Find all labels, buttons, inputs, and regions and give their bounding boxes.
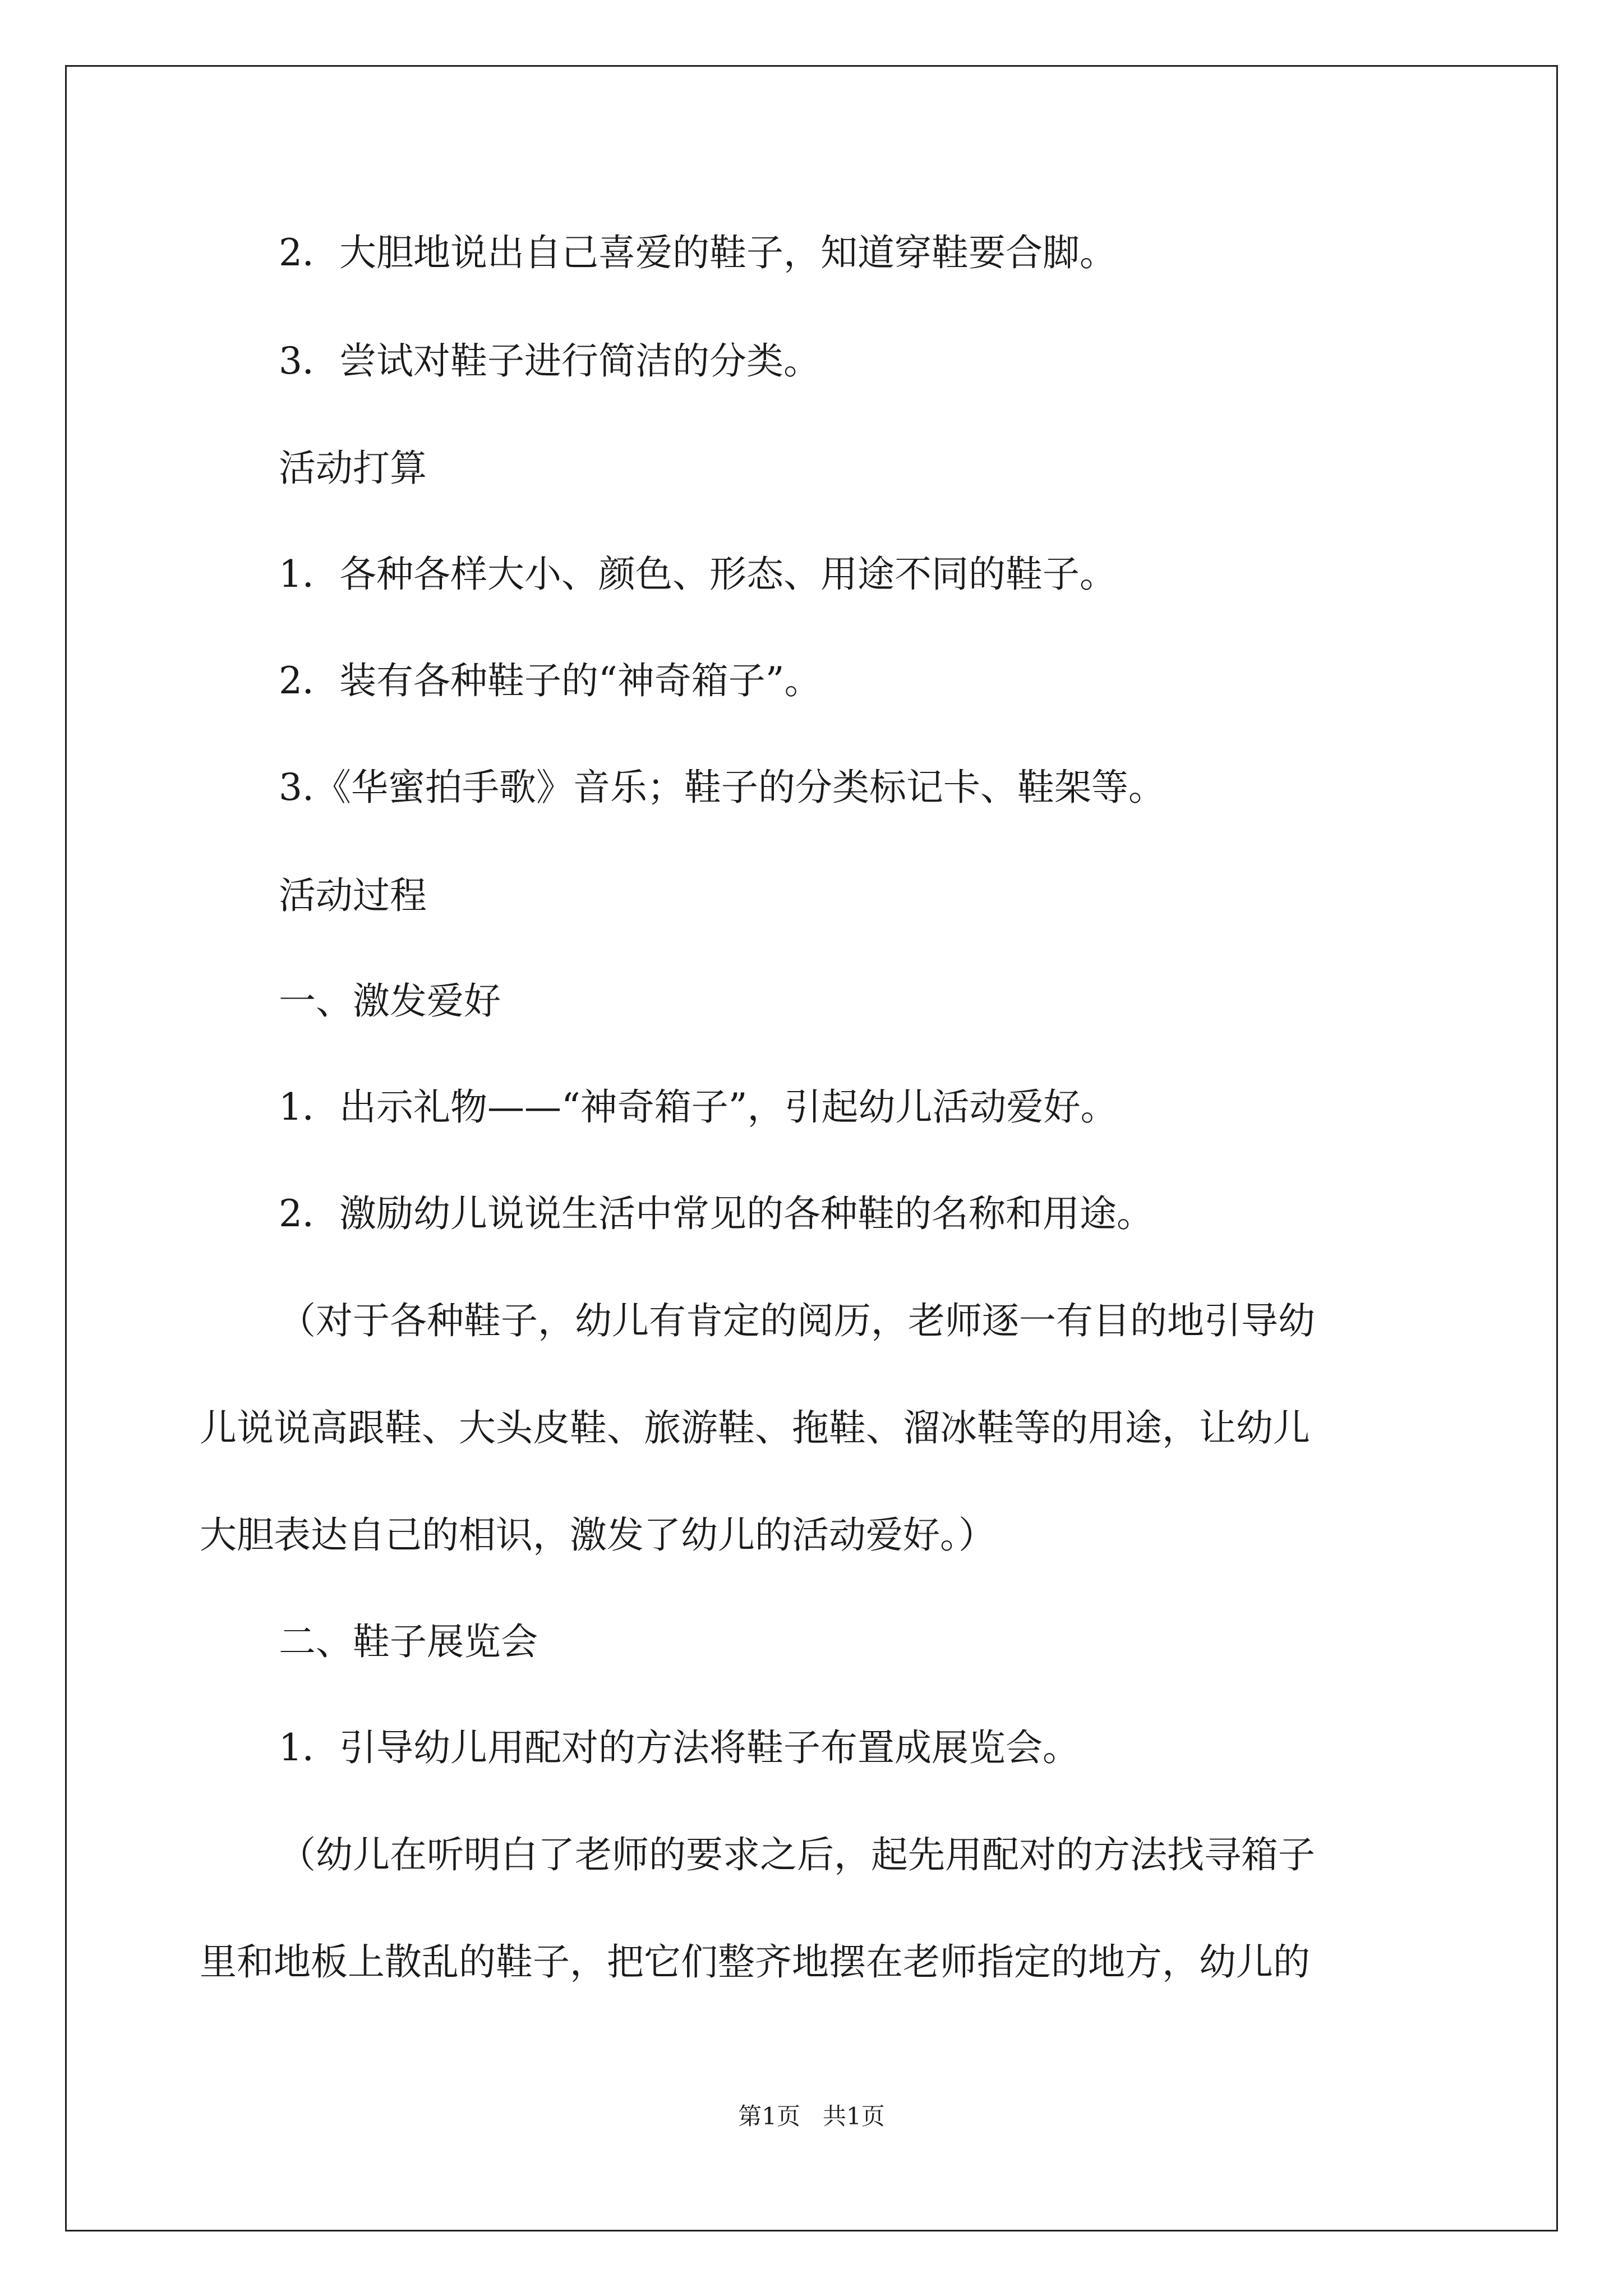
heading-section-one: 一、激发爱好 bbox=[279, 979, 501, 1023]
paragraph-goal-3: 3．尝试对鞋子进行简洁的分类。 bbox=[279, 339, 820, 383]
paragraph-note-2-line-2: 里和地板上散乱的鞋子，把它们整齐地摆在老师指定的地方，幼儿的 bbox=[200, 1940, 1310, 1984]
heading-activity-process: 活动过程 bbox=[279, 874, 427, 917]
paragraph-step-1: 1．出示礼物——“神奇箱子”，引起幼儿活动爱好。 bbox=[279, 1085, 1118, 1129]
paragraph-note-1-line-3: 大胆表达自己的相识，激发了幼儿的活动爱好。） bbox=[200, 1513, 995, 1557]
paragraph-note-1-line-2: 儿说说高跟鞋、大头皮鞋、旅游鞋、拖鞋、溜冰鞋等的用途，让幼儿 bbox=[200, 1406, 1310, 1450]
paragraph-prep-3: 3.《华蜜拍手歌》音乐；鞋子的分类标记卡、鞋架等。 bbox=[279, 766, 1165, 809]
paragraph-step-3: 1．引导幼儿用配对的方法将鞋子布置成展览会。 bbox=[279, 1726, 1080, 1769]
paragraph-goal-2: 2．大胆地说出自己喜爱的鞋子，知道穿鞋要合脚。 bbox=[279, 231, 1117, 274]
paragraph-note-1-line-1: （对于各种鞋子，幼儿有肯定的阅历，老师逐一有目的地引导幼 bbox=[279, 1299, 1315, 1342]
paragraph-prep-2: 2．装有各种鞋子的“神奇箱子”。 bbox=[279, 659, 822, 702]
heading-activity-preparation: 活动打算 bbox=[279, 447, 427, 490]
page-footer: 第1页 共1页 bbox=[738, 2102, 885, 2130]
paragraph-note-2-line-1: （幼儿在听明白了老师的要求之后，起先用配对的方法找寻箱子 bbox=[279, 1833, 1315, 1876]
heading-section-two: 二、鞋子展览会 bbox=[279, 1620, 538, 1663]
paragraph-step-2: 2．激励幼儿说说生活中常见的各种鞋的名称和用途。 bbox=[279, 1192, 1154, 1235]
paragraph-prep-1: 1．各种各样大小、颜色、形态、用途不同的鞋子。 bbox=[279, 553, 1117, 596]
page-border bbox=[65, 65, 1558, 2231]
